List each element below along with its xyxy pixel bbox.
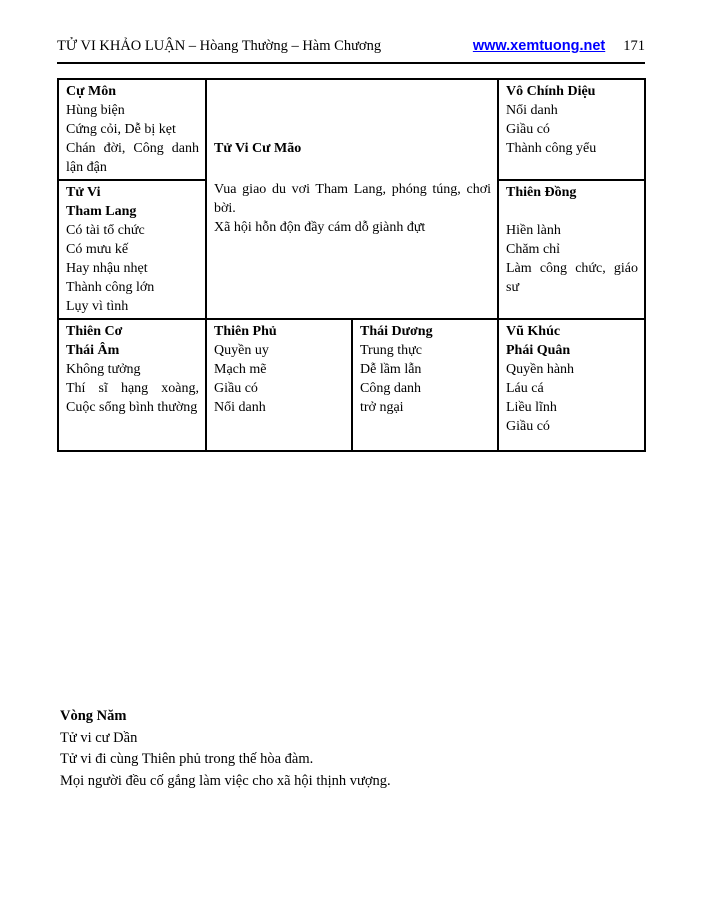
star-name: Thái Dương xyxy=(360,324,433,339)
star-name: Thiên Đồng xyxy=(506,185,577,200)
section-title: Tử Vi Cư Mão xyxy=(214,141,302,156)
trait-line: Hùng biện xyxy=(66,103,125,118)
trait-line: Nổi danh xyxy=(214,400,266,415)
star-name: Tử Vi xyxy=(66,185,101,200)
cell-cu-mon xyxy=(58,79,206,180)
footer-line: Tử vi đi cùng Thiên phủ trong thế hòa đàm. xyxy=(60,751,314,767)
cell-vu-khuc xyxy=(498,319,645,451)
cell-thien-phu xyxy=(206,319,352,451)
trait-line: Trung thực xyxy=(360,343,422,358)
footer-note xyxy=(60,706,645,792)
trait-line: Lụy vì tình xyxy=(66,299,129,314)
star-name: Vũ Khúc xyxy=(506,324,561,339)
star-name: Thái Âm xyxy=(66,343,120,358)
star-name: Tham Lang xyxy=(66,204,137,219)
cell-thai-duong xyxy=(352,319,498,451)
trait-line: trở ngại xyxy=(360,400,404,415)
page-number: 171 xyxy=(623,38,645,54)
trait-line: Có mưu kế xyxy=(66,242,129,257)
trait-line: Cứng cỏi, Dễ bị kẹt xyxy=(66,122,176,137)
trait-line: Thành công yểu xyxy=(506,141,597,156)
cell-thien-co-thai-am xyxy=(58,319,206,451)
astro-table xyxy=(57,78,646,452)
trait-line: Hiền lành xyxy=(506,223,561,238)
trait-line: Giầu có xyxy=(506,419,550,434)
trait-line: Quyền hành xyxy=(506,362,575,377)
description-paragraph: Vua giao du vơi Tham Lang, phóng túng, chơi bời. xyxy=(214,182,491,216)
website-link[interactable]: www.xemtuong.net xyxy=(472,38,606,54)
cell-tu-vi-tham-lang xyxy=(58,180,206,319)
trait-line: Thí sĩ hạng xoàng, Cuộc sổng bình thường xyxy=(66,381,199,415)
trait-line: Dễ lầm lẫn xyxy=(360,362,422,377)
cell-tu-vi-cu-mao xyxy=(206,79,498,319)
book-title: TỬ VI KHẢO LUẬN – Hòang Thường – Hàm Chương xyxy=(57,38,382,54)
trait-line: Công danh xyxy=(360,381,422,396)
trait-line: Mạch mẽ xyxy=(214,362,267,377)
header-divider xyxy=(57,62,645,64)
star-name: Thiên Cơ xyxy=(66,324,123,339)
trait-line: Có tài tổ chức xyxy=(66,223,145,238)
page-header xyxy=(57,38,645,55)
trait-line: Láu cá xyxy=(506,381,544,396)
header-right xyxy=(473,38,645,55)
trait-line: Liều lĩnh xyxy=(506,400,557,415)
trait-line: Không tưởng xyxy=(66,362,141,377)
cell-thien-dong xyxy=(498,180,645,319)
trait-line: Quyền uy xyxy=(214,343,269,358)
star-name: Phái Quân xyxy=(506,343,571,358)
star-name: Thiên Phủ xyxy=(214,324,277,339)
trait-line: Giầu có xyxy=(506,122,550,137)
footer-line: Mọi người đều cố gắng làm việc cho xã hội thịnh vượng. xyxy=(60,772,391,789)
trait-line: Giầu có xyxy=(214,381,258,396)
trait-line: Nổi danh xyxy=(506,103,558,118)
footer-title: Vòng Năm xyxy=(60,708,127,724)
trait-line: Chán đời, Công danh lận đận xyxy=(66,141,199,175)
description-paragraph: Xã hội hỗn độn đầy cám dỗ giành đựt xyxy=(214,220,426,235)
cell-vo-chinh-dieu xyxy=(498,79,645,180)
trait-line: Hay nhậu nhẹt xyxy=(66,261,148,276)
trait-line: Thành công lớn xyxy=(66,280,155,295)
trait-line: Làm công chức, giáo sư xyxy=(506,261,638,295)
star-name: Vô Chính Diệu xyxy=(506,84,596,99)
star-name: Cự Môn xyxy=(66,84,117,99)
trait-line: Chăm chỉ xyxy=(506,242,561,257)
spacer xyxy=(506,202,638,221)
footer-line: Tử vi cư Dần xyxy=(60,729,138,746)
